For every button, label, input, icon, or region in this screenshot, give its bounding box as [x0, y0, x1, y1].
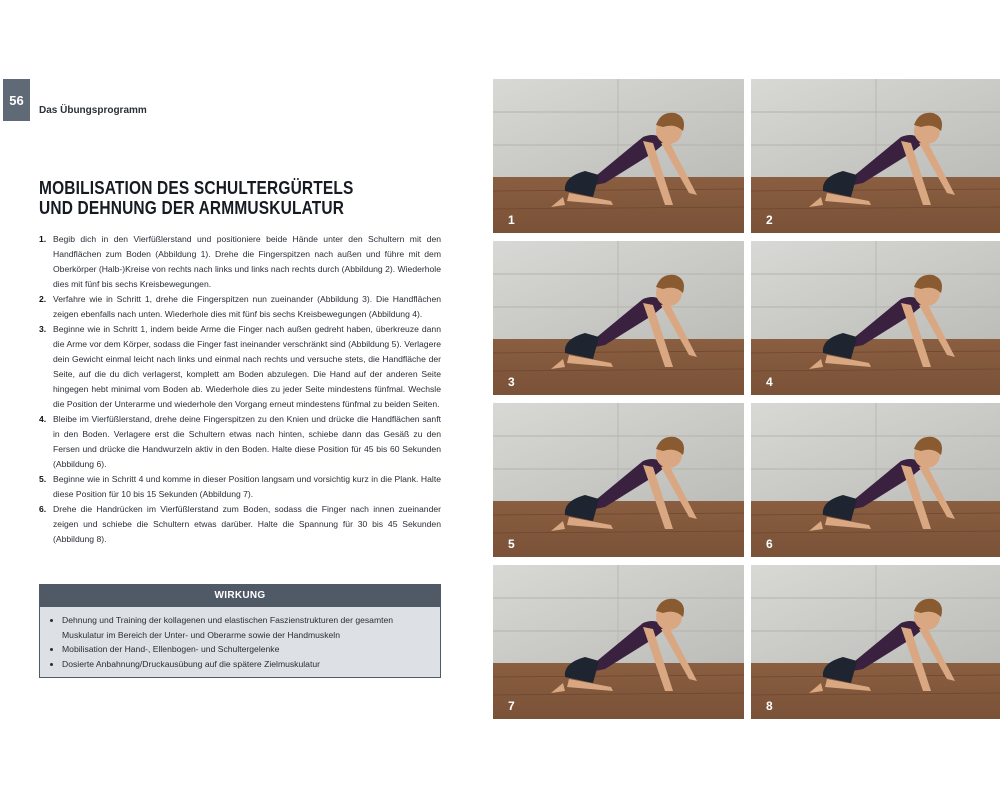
photo-number: 8: [766, 699, 773, 713]
step-item: [39, 292, 441, 322]
effect-item: • Dehnung und Training der kollagenen und elastischen Faszienstrukturen der gesamten Muskulatur im Bereich der Unter- und Oberarme sowie der Handmuskeln: [62, 613, 430, 642]
step-number: 2.: [39, 294, 47, 304]
step-text: Beginne wie in Schritt 4 und komme in dieser Position langsam und vorsichtig kurz in die Plank. Halte diese Position für 10 bis 15 Sekunden (Abbildung 7).: [53, 474, 441, 499]
exercise-photo-4: [751, 241, 1000, 395]
step-number: 4.: [39, 414, 47, 424]
effect-heading: WIRKUNG: [40, 585, 440, 607]
exercise-photo-image: [751, 241, 1000, 395]
effect-item: • Mobilisation der Hand-, Ellenbogen- und Schultergelenke: [62, 642, 430, 657]
photo-number: 5: [508, 537, 515, 551]
exercise-photo-5: [493, 403, 744, 557]
exercise-photo-3: [493, 241, 744, 395]
step-item: [39, 502, 441, 547]
step-number: 5.: [39, 474, 47, 484]
exercise-photo-image: [493, 79, 744, 233]
exercise-photo-image: [751, 403, 1000, 557]
photo-number: 2: [766, 213, 773, 227]
photo-number: 3: [508, 375, 515, 389]
effect-box: [39, 584, 441, 678]
step-number: 1.: [39, 234, 47, 244]
step-item: [39, 322, 441, 412]
exercise-photo-6: [751, 403, 1000, 557]
exercise-photo-1: [493, 79, 744, 233]
effect-list: [40, 613, 440, 671]
step-item: [39, 412, 441, 472]
step-text: Begib dich in den Vierfüßlerstand und positioniere beide Hände unter den Schultern mit den Handflächen zum Boden (Abbildung 1). Drehe die Fingerspitzen nach außen und führe mit dem Oberkörper (Halb-)Kreise von rechts nach links und links nach rechts durch (Abbildung 2). Wiederhole dies mit fünf bis sechs Kreisbewegungen.: [53, 234, 441, 289]
step-number: 6.: [39, 504, 47, 514]
step-item: [39, 472, 441, 502]
running-head: Das Übungsprogramm: [39, 105, 147, 116]
photo-number: 4: [766, 375, 773, 389]
exercise-photo-image: [751, 565, 1000, 719]
section-title: MOBILISATION DES SCHULTERGÜRTELS UND DEHNUNG DER ARMMUSKULATUR: [39, 178, 354, 218]
step-text: Drehe die Handrücken im Vierfüßlerstand zum Boden, sodass die Finger nach innen zueinander zeigen und schiebe die Schultern etwas darüber. Halte die Spannung für 30 bis 45 Sekunden (Abbildung 8).: [53, 504, 441, 544]
photo-number: 7: [508, 699, 515, 713]
step-text: Beginne wie in Schritt 1, indem beide Arme die Finger nach außen gedreht haben, überkreuze dann die Arme vor dem Körper, sodass die Finger fast ineinander verschränkt sind (Abbildung 5). Verlagere dein Gewicht einmal leicht nach links und einmal nach rechts und versuche stets, die Handfläche der Seite, auf die du dich verlagerst, komplett am Boden abzulegen. Die Hand auf der anderen Seite hingegen hebt minimal vom Boden ab. Wiederhole dies zu jeder Seite mindestens fünfmal. Wechsle die Position der Unterarme und wiederhole den Vorgang erneut mindestens fünfmal zu beiden Seiten.: [53, 324, 441, 409]
page-number: 56: [9, 92, 24, 108]
exercise-photo-image: [493, 565, 744, 719]
instruction-steps: [39, 232, 441, 547]
exercise-photo-7: [493, 565, 744, 719]
step-text: Verfahre wie in Schritt 1, drehe die Fingerspitzen nun zueinander (Abbildung 3). Die Handflächen zeigen ebenfalls nach unten. Wiederhole dies mit fünf bis sechs Kreisbewegungen (Abbildung 4).: [53, 294, 441, 319]
exercise-photo-image: [751, 79, 1000, 233]
photo-number: 6: [766, 537, 773, 551]
exercise-photo-8: [751, 565, 1000, 719]
exercise-photo-image: [493, 403, 744, 557]
photo-number: 1: [508, 213, 515, 227]
effect-item: • Dosierte Anbahnung/Druckausübung auf die spätere Zielmuskulatur: [62, 657, 430, 672]
exercise-photo-2: [751, 79, 1000, 233]
step-number: 3.: [39, 324, 47, 334]
exercise-photo-image: [493, 241, 744, 395]
step-item: [39, 232, 441, 292]
step-text: Bleibe im Vierfüßlerstand, drehe deine Fingerspitzen zu den Knien und drücke die Handflächen sanft in den Boden. Verlagere erst die Schultern etwas nach hinten, schiebe dann das Gesäß zu den Fersen und drücke die Handwurzeln aktiv in den Boden. Halte diese Position für 45 bis 60 Sekunden (Abbildung 6).: [53, 414, 441, 469]
page-number-badge: [3, 79, 30, 121]
